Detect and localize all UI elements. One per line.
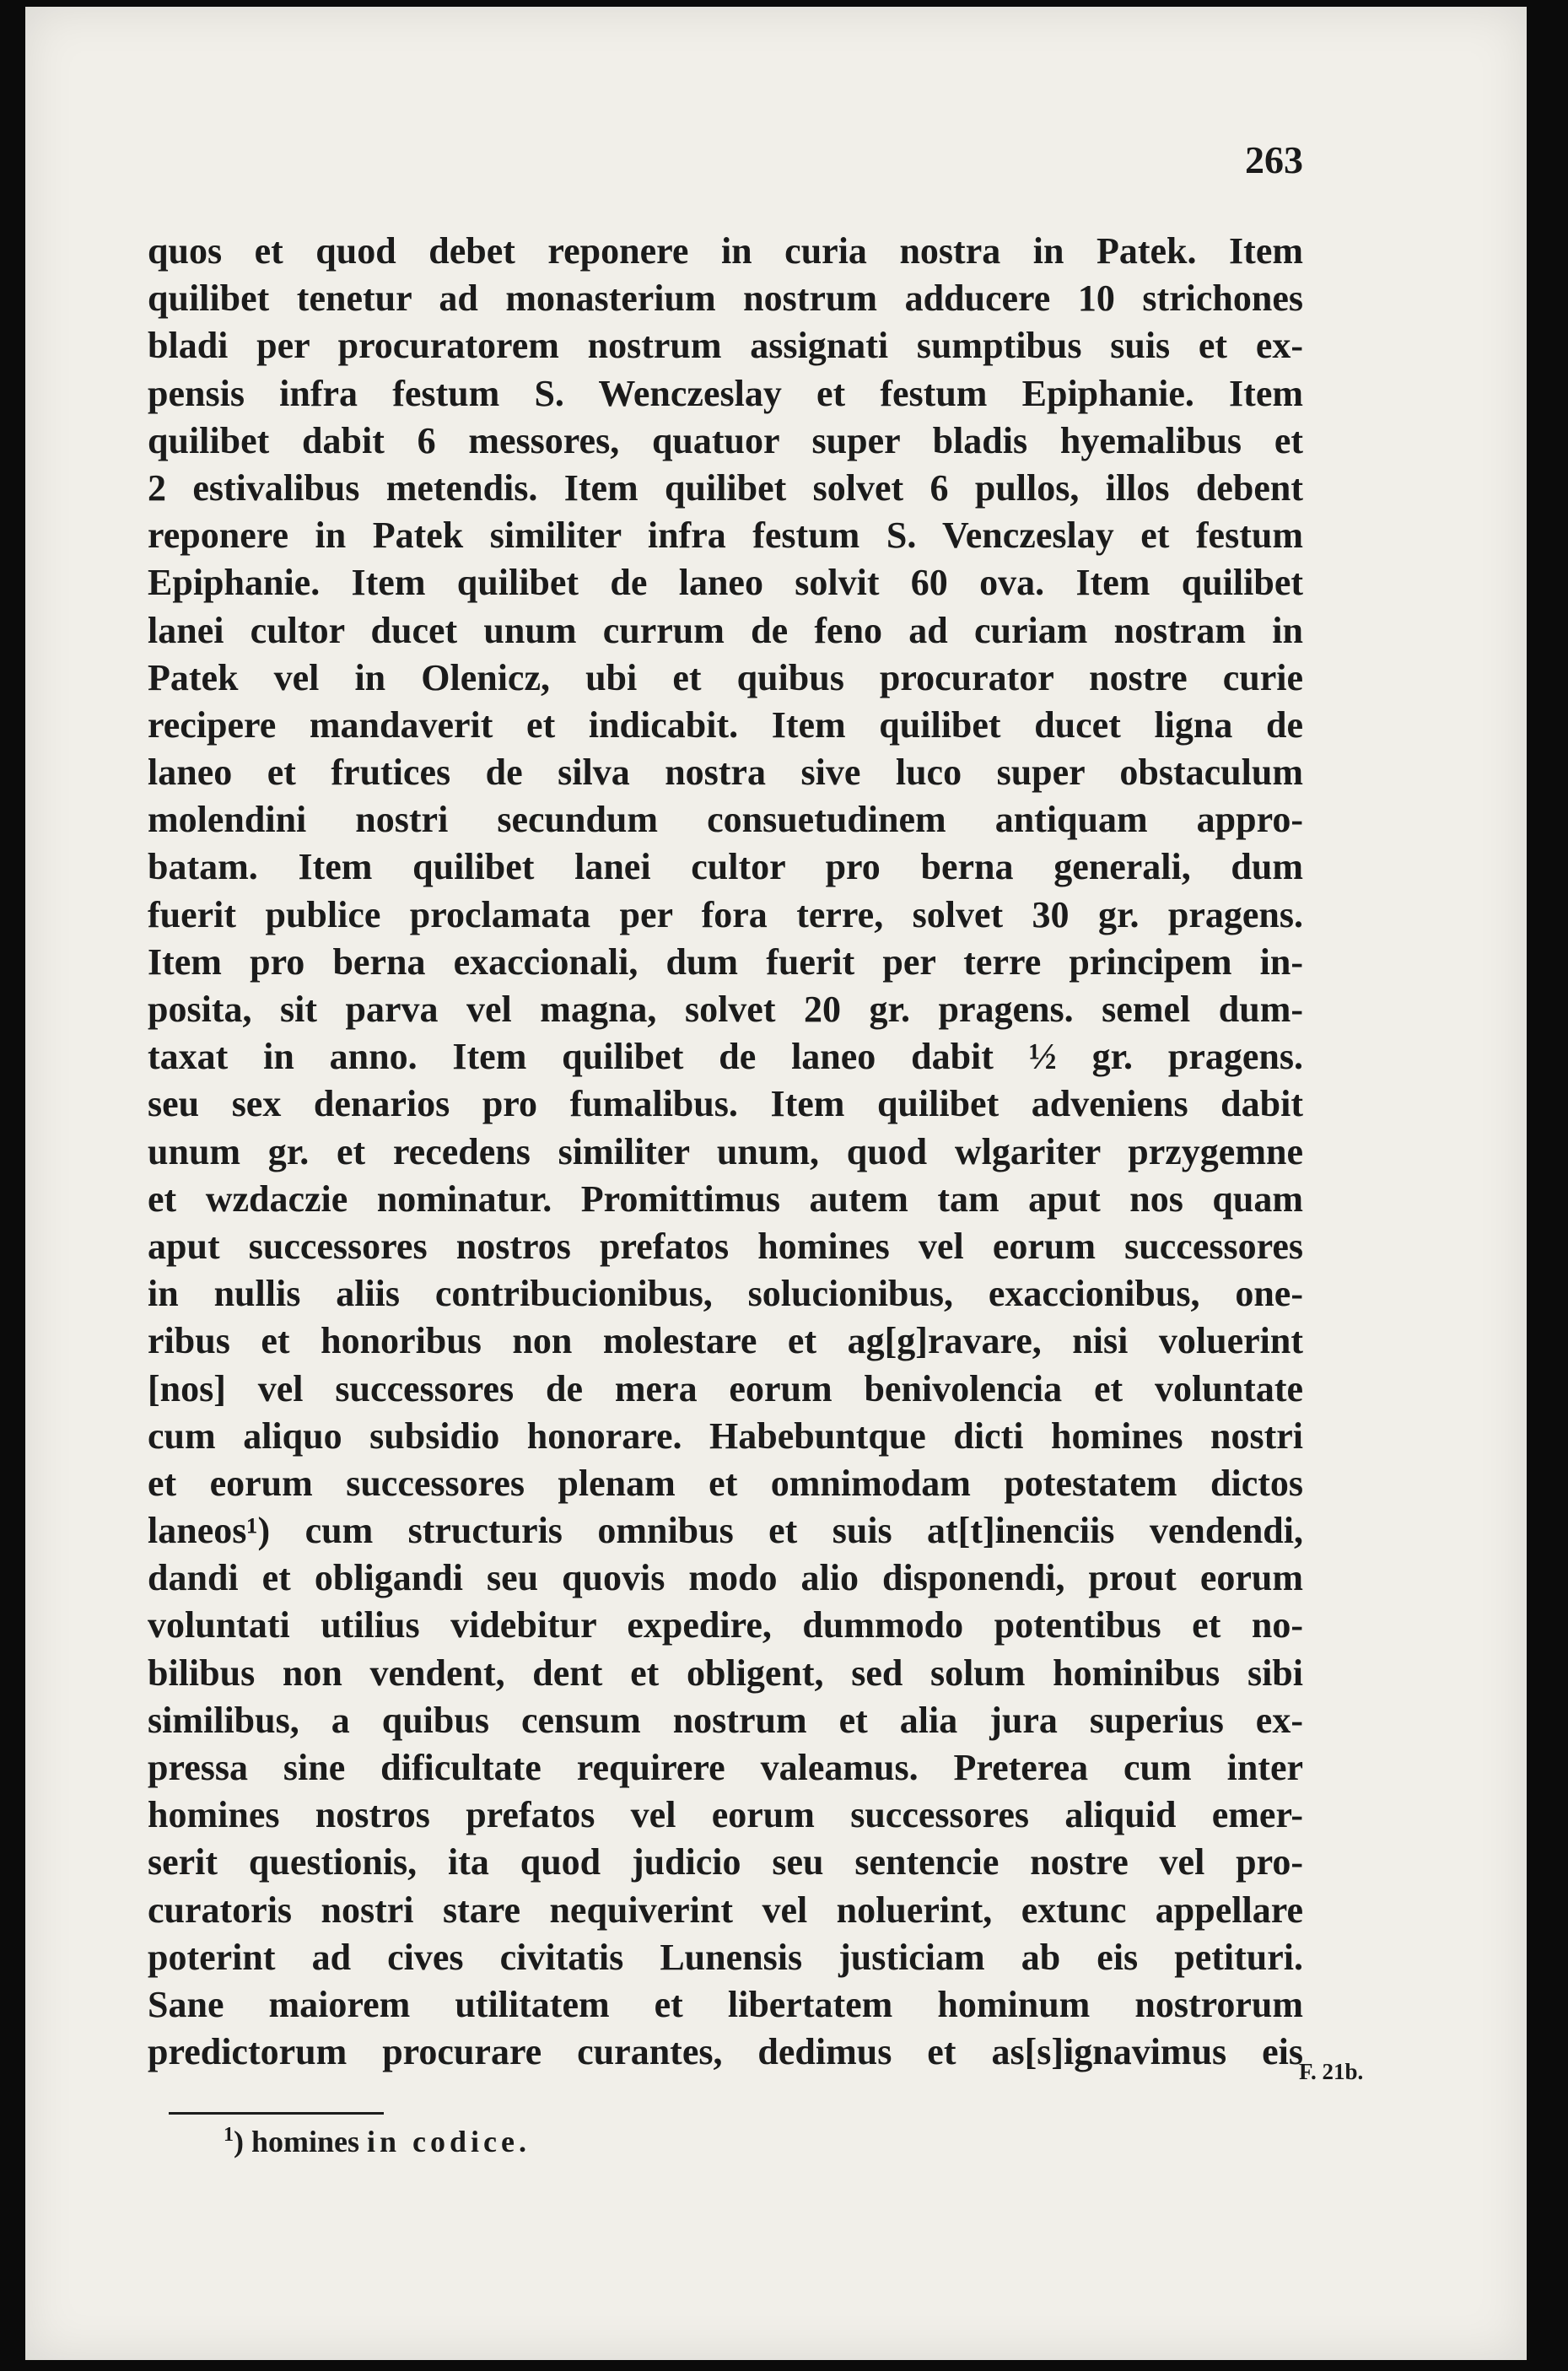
text-line: reponere in Patek similiter infra festum S. Venczeslay et festum (148, 515, 1303, 557)
footnote-marker: 1 (224, 2124, 234, 2146)
text-line: [nos] vel successores de mera eorum benivolencia et voluntate (148, 1367, 1303, 1409)
text-line: pressa sine dificultate requirere valeamus. Preterea cum inter (148, 1747, 1303, 1788)
text-line: molendini nostri secundum consuetudinem antiquam appro- (148, 799, 1303, 841)
body-text (148, 228, 1303, 2076)
text-line: et eorum successores plenam et omnimodam potestatem dictos (148, 1462, 1303, 1504)
text-line: laneo et frutices de silva nostra sive luco super obstaculum (148, 752, 1303, 794)
text-line: quilibet tenetur ad monasterium nostrum adducere 10 strichones (148, 278, 1303, 320)
margin-folio-note: F. 21b. (1299, 2059, 1364, 2084)
text-line: serit questionis, ita quod judicio seu sentencie nostre vel pro- (148, 1841, 1303, 1883)
text-line: unum gr. et recedens similiter unum, quod wlgariter przygemne (148, 1130, 1303, 1172)
text-line: poterint ad cives civitatis Lunensis justiciam ab eis petituri. (148, 1936, 1303, 1978)
text-line: Patek vel in Olenicz, ubi et quibus procurator nostre curie (148, 656, 1303, 698)
text-line: bilibus non vendent, dent et obligent, sed solum hominibus sibi (148, 1652, 1303, 1694)
footnote (224, 2124, 531, 2159)
text-line: predictorum procurare curantes, dedimus et as[s]ignavimus eis (148, 2031, 1303, 2073)
footnote-divider (169, 2112, 384, 2115)
text-line: aput successores nostros prefatos homines vel eorum successores (148, 1225, 1303, 1267)
text-line: pensis infra festum S. Wenczeslay et festum Epiphanie. Item (148, 372, 1303, 414)
text-line: homines nostros prefatos vel eorum successores aliquid emer- (148, 1794, 1303, 1836)
text-line: voluntati utilius videbitur expedire, dummodo potentibus et no- (148, 1604, 1303, 1646)
page-number: 263 (1245, 138, 1303, 181)
text-line: lanei cultor ducet unum currum de feno ad curiam nostram in (148, 609, 1303, 651)
text-line: 2 estivalibus metendis. Item quilibet solvet 6 pullos, illos debent (148, 466, 1303, 509)
text-line: laneos¹) cum structuris omnibus et suis at[t]inenciis vendendi, (148, 1510, 1303, 1552)
text-line: posita, sit parva vel magna, solvet 20 gr. pragens. semel dum- (148, 989, 1303, 1030)
text-line: similibus, a quibus censum nostrum et alia jura superius ex- (148, 1699, 1303, 1741)
text-line: seu sex denarios pro fumalibus. Item quilibet adveniens dabit (148, 1083, 1303, 1125)
footnote-text: ) homines (234, 2125, 360, 2158)
text-line: taxat in anno. Item quilibet de laneo dabit ½ gr. pragens. (148, 1036, 1303, 1078)
text-line: quos et quod debet reponere in curia nostra in Patek. Item (148, 230, 1303, 272)
footnote-text-spaced: in codice. (367, 2125, 531, 2158)
text-line: quilibet dabit 6 messores, quatuor super bladis hyemalibus et (148, 419, 1303, 461)
text-line: curatoris nostri stare nequiverint vel noluerint, extunc appellare (148, 1889, 1303, 1931)
text-line: bladi per procuratorem nostrum assignati sumptibus suis et ex- (148, 325, 1303, 367)
text-line: cum aliquo subsidio honorare. Habebuntque dicti homines nostri (148, 1415, 1303, 1457)
text-line: in nullis aliis contribucionibus, solucionibus, exaccionibus, one- (148, 1273, 1303, 1315)
text-line: recipere mandaverit et indicabit. Item quilibet ducet ligna de (148, 703, 1303, 746)
text-line: batam. Item quilibet lanei cultor pro berna generali, dum (148, 846, 1303, 888)
scanned-page (25, 7, 1527, 2360)
text-line: Item pro berna exaccionali, dum fuerit per terre principem in- (148, 940, 1303, 983)
text-line: et wzdaczie nominatur. Promittimus autem tam aput nos quam (148, 1177, 1303, 1220)
text-line: fuerit publice proclamata per fora terre, solvet 30 gr. pragens. (148, 893, 1303, 935)
text-line: Sane maiorem utilitatem et libertatem hominum nostrorum (148, 1983, 1303, 2025)
text-line: ribus et honoribus non molestare et ag[g]ravare, nisi voluerint (148, 1320, 1303, 1362)
text-line: Epiphanie. Item quilibet de laneo solvit 60 ova. Item quilibet (148, 562, 1303, 604)
text-line: dandi et obligandi seu quovis modo alio disponendi, prout eorum (148, 1557, 1303, 1599)
